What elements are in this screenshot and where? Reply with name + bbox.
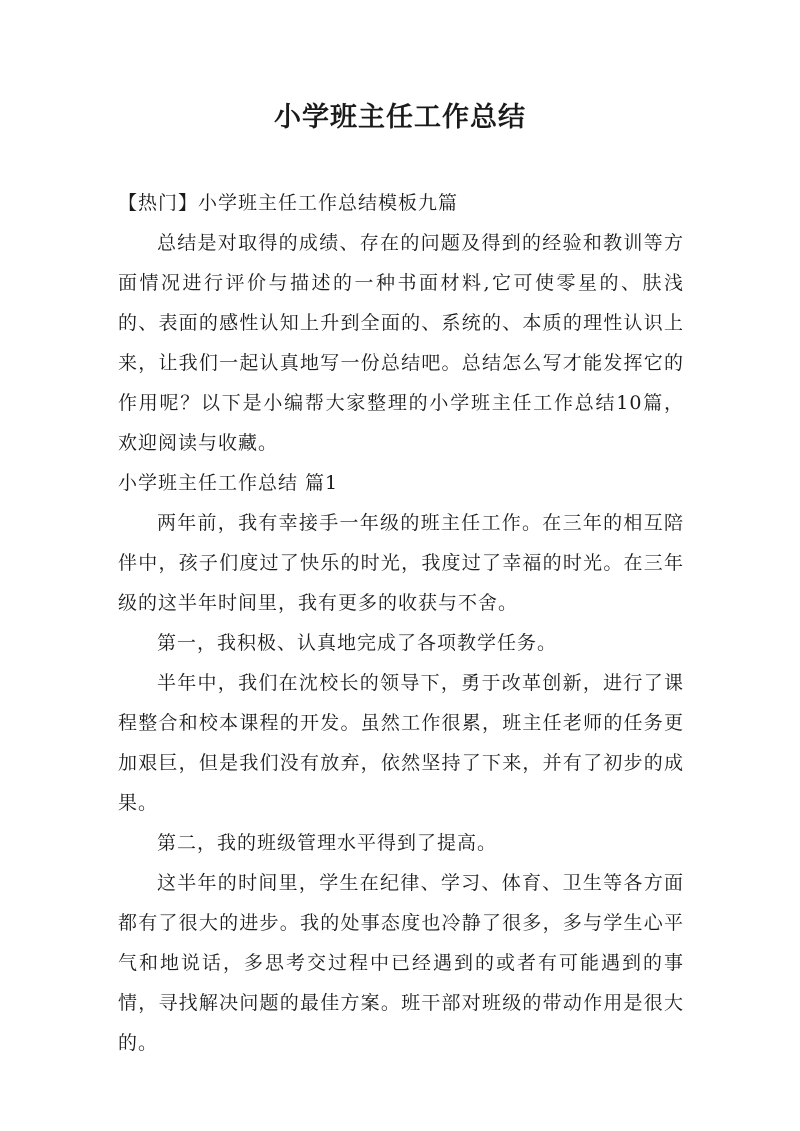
section-heading: 小学班主任工作总结 篇1 <box>118 472 339 494</box>
body-paragraph: 这半年的时间里，学生在纪律、学习、体育、卫生等各方面都有了很大的进步。我的处事态度也冷静了很多，多与学生心平气和地说话，多思考交过程中已经遇到的或者有可能遇到的事情，寻找解决问题的最佳方案。班干部对班级的带动作用是很大的。 <box>118 872 684 1054</box>
document-subtitle: 【热门】小学班主任工作总结模板九篇 <box>118 192 459 214</box>
document-body <box>118 183 684 1063</box>
intro-paragraph: 总结是对取得的成绩、存在的问题及得到的经验和教训等方面情况进行评价与描述的一种书面材料,它可使零星的、肤浅的、表面的感性认知上升到全面的、系统的、本质的理性认识上来，让我们一起认真地写一份总结吧。总结怎么写才能发挥它的作用呢？以下是小编帮大家整理的小学班主任工作总结10篇，欢迎阅读与收藏。 <box>118 232 684 454</box>
body-paragraph: 两年前，我有幸接手一年级的班主任工作。在三年的相互陪伴中，孩子们度过了快乐的时光，我度过了幸福的时光。在三年级的这半年时间里，我有更多的收获与不舍。 <box>118 512 684 614</box>
body-paragraph: 第一，我积极、认真地完成了各项教学任务。 <box>156 632 557 654</box>
body-paragraph: 第二，我的班级管理水平得到了提高。 <box>156 832 497 854</box>
body-paragraph: 半年中，我们在沈校长的领导下，勇于改革创新，进行了课程整合和校本课程的开发。虽然工作很累，班主任老师的任务更加艰巨，但是我们没有放弃，依然坚持了下来，并有了初步的成果。 <box>118 672 684 814</box>
document-title: 小学班主任工作总结 <box>274 102 526 133</box>
